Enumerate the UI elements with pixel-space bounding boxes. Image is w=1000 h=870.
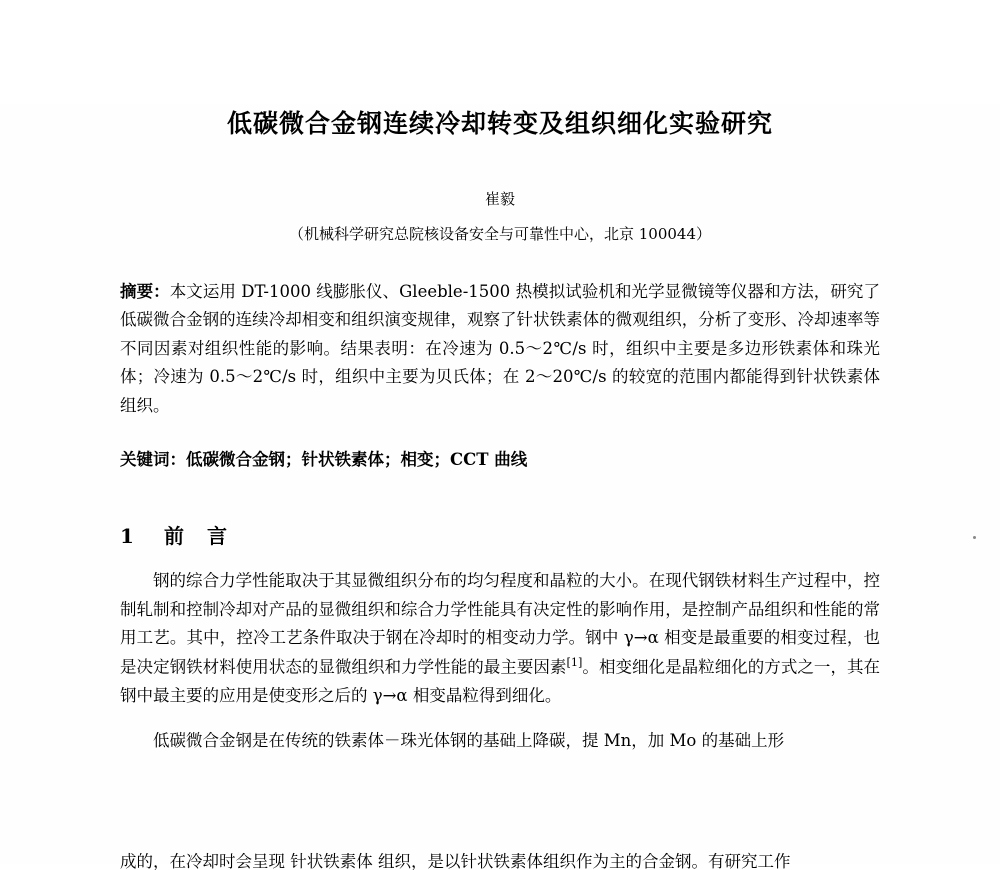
body-paragraph-2: 低碳微合金钢是在传统的铁素体－珠光体钢的基础上降碳，提 Mn，加 Mo 的基础上形 [153,731,785,751]
body-paragraph-1 [120,567,880,711]
page-edge-mark [973,536,976,539]
paragraph-text: 钢的综合力学性能取决于其显微组织分布的均匀程度和晶粒的大小。在现代钢铁材料生产过程中，控制轧制和控制冷却对产品的显微组织和综合力学性能具有决定性的影响作用，是控制产品组织和性能的常用工艺。其中，控冷工艺条件取决于钢在冷却时的相变动力学。钢中 γ→α 相变是最重要的相变过程，也是决定钢铁材料使用状态的显微组织和力学性能的最主要因素 [120,570,880,677]
author-affiliation: （机械科学研究总院核设备安全与可靠性中心，北京 100044） [288,225,712,243]
page-title: 低碳微合金钢连续冷却转变及组织细化实验研究 [226,109,773,138]
clipped-bottom-line: 成的，在冷却时会呈现 针状铁素体 组织，是以针状铁素体组织作为主的合金钢。有研究工作 [120,852,791,870]
section-heading-1 [120,520,880,549]
keywords-label: 关键词： [120,449,186,469]
section-number: 1 [120,523,134,548]
keywords-block [120,446,880,474]
document-page [0,104,1000,870]
abstract-text: 本文运用 DT-1000 线膨胀仪、Gleeble-1500 热模拟试验机和光学显微镜等仪器和方法，研究了低碳微合金钢的连续冷却相变和组织演变规律，观察了针状铁素体的微观组织，分析了变形、冷却速率等不同因素对组织性能的影响。结果表明：在冷速为 0.5～2℃/s 时，组织中主要是多边形铁素体和珠光体；冷速为 0.5～2℃/s 时，组织中主要为贝氏体；在 2～20℃/s 的较宽的范围内都能得到针状铁素体组织。 [120,282,880,415]
reference-marker: [1] [566,656,583,670]
keywords-text: 低碳微合金钢；针状铁素体；相变；CCT 曲线 [186,449,528,469]
paragraph-text-tail: 。相变细化是晶粒细化的方式之一，其在钢中最主要的应用是使变形之后的 γ→α 相变晶粒得到细化。 [120,657,881,706]
author-name: 崔毅 [484,190,515,208]
abstract-label: 摘要： [120,282,170,301]
abstract-block [120,278,880,420]
section-title: 前 言 [164,523,235,548]
